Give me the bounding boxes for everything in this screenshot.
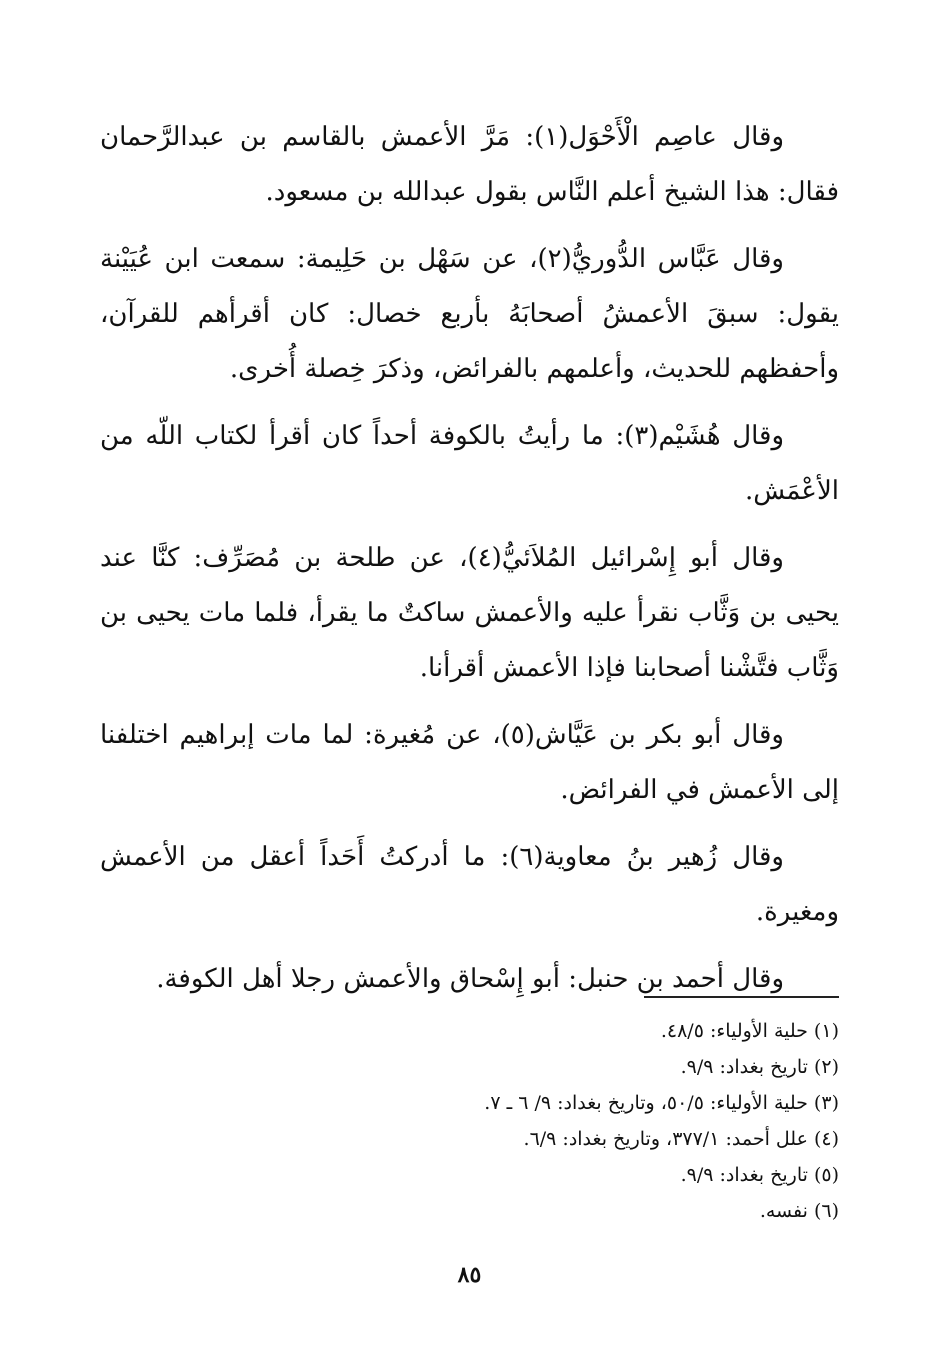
paragraph-hushaym: وقال هُشَيْم(٣): ما رأيتُ بالكوفة أحداً كان أقرأ لكتاب اللّه من الأعْمَش.: [100, 421, 839, 506]
paragraph-abu-bakr: وقال أبو بكر بن عَيَّاش(٥)، عن مُغيرة: لما مات إبراهيم اختلفنا إلى الأعمش في الفرائض.: [100, 720, 839, 805]
footnotes-list: [100, 1013, 839, 1229]
footnote-2: (٢) تاريخ بغداد: ٩/٩.: [680, 1056, 839, 1078]
footnote-1: (١) حلية الأولياء: ٤٨/٥.: [660, 1020, 839, 1042]
paragraph-abbas: وقال عَبَّاس الدُّوريُّ(٢)، عن سَهْل بن حَلِيمة: سمعت ابن عُيَيْنة يقول: سبقَ الأعمشُ أصحابَهُ بأربع خصال: كان أقرأهم للقرآن، وأحفظهم للحديث، وأعلمهم بالفرائض، وذكرَ خِصلة أُخرى.: [100, 244, 839, 384]
main-text: [100, 110, 839, 1019]
footnote-divider: [644, 996, 839, 998]
footnote-5: (٥) تاريخ بغداد: ٩/٩.: [680, 1164, 839, 1186]
page-number: ٨٥: [457, 1262, 482, 1288]
paragraph-abu-israil: وقال أبو إِسْرائيل المُلاَئيُّ(٤)، عن طلحة بن مُصَرِّف: كنَّا عند يحيى بن وَثَّاب نقرأ عليه والأعمش ساكتٌ ما يقرأ، فلما مات يحيى بن وَثَّاب فتَّشْنا أصحابنا فإذا الأعمش أقرأنا.: [100, 543, 839, 683]
footnote-3: (٣) حلية الأولياء: ٥٠/٥، وتاريخ بغداد: ٩/ ٦ ـ ٧.: [484, 1092, 839, 1114]
paragraph-ahmad: وقال أحمد بن حنبل: أبو إِسْحاق والأعمش رجلا أهل الكوفة.: [156, 964, 784, 994]
footnote-4: (٤) علل أحمد: ٣٧٧/١، وتاريخ بغداد: ٦/٩.: [523, 1128, 839, 1150]
paragraph-zuhayr: وقال زُهير بنُ معاوية(٦): ما أدركتُ أَحَداً أعقل من الأعمش ومغيرة.: [100, 842, 839, 927]
paragraph-asim: وقال عاصِم الْأَحْوَل(١): مَرَّ الأعمش بالقاسم بن عبدالرَّحمان فقال: هذا الشيخ أعلم النَّاس بقول عبدالله بن مسعود.: [100, 122, 839, 207]
footnote-6: (٦) نفسه.: [759, 1200, 839, 1222]
